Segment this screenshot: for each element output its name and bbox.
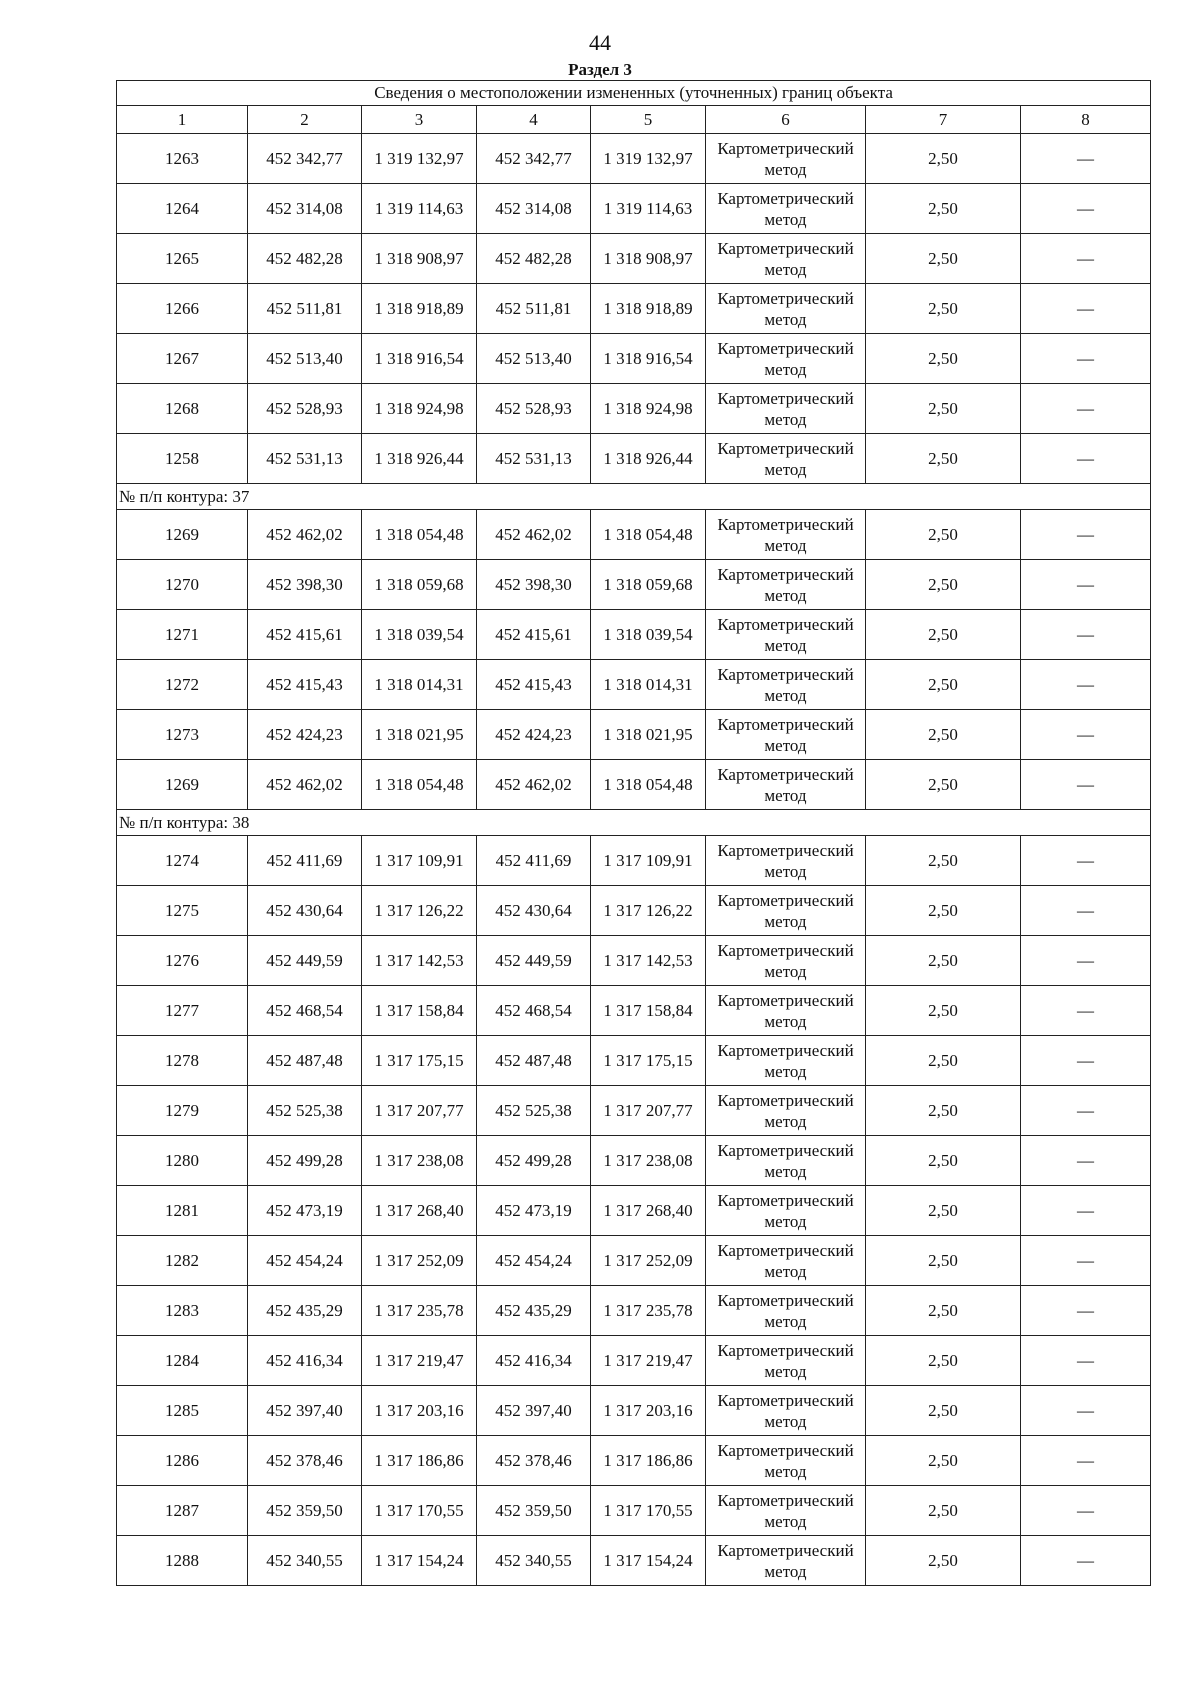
method-cell: Картометрический метод	[706, 1336, 866, 1386]
accuracy-cell: 2,50	[866, 1186, 1021, 1236]
y-new-cell: 1 318 021,95	[591, 710, 706, 760]
x-new-cell: 452 342,77	[477, 134, 591, 184]
point-number-cell: 1272	[117, 660, 248, 710]
y-new-cell: 1 317 238,08	[591, 1136, 706, 1186]
x-existing-cell: 452 378,46	[248, 1436, 362, 1486]
y-existing-cell: 1 317 109,91	[362, 836, 477, 886]
method-cell: Картометрический метод	[706, 384, 866, 434]
description-cell: —	[1021, 510, 1151, 560]
x-new-cell: 452 482,28	[477, 234, 591, 284]
column-number-header: 7	[866, 106, 1021, 134]
table-row	[117, 1186, 1151, 1236]
contour-label: № п/п контура: 37	[117, 484, 1151, 510]
column-number-header: 3	[362, 106, 477, 134]
x-new-cell: 452 499,28	[477, 1136, 591, 1186]
contour-label-row	[117, 810, 1151, 836]
description-cell: —	[1021, 1286, 1151, 1336]
accuracy-cell: 2,50	[866, 1236, 1021, 1286]
x-existing-cell: 452 525,38	[248, 1086, 362, 1136]
y-existing-cell: 1 317 207,77	[362, 1086, 477, 1136]
y-new-cell: 1 319 114,63	[591, 184, 706, 234]
description-cell: —	[1021, 1336, 1151, 1386]
table-row	[117, 560, 1151, 610]
point-number-cell: 1266	[117, 284, 248, 334]
y-new-cell: 1 317 154,24	[591, 1536, 706, 1586]
y-new-cell: 1 318 014,31	[591, 660, 706, 710]
y-new-cell: 1 317 207,77	[591, 1086, 706, 1136]
contour-label: № п/п контура: 38	[117, 810, 1151, 836]
y-existing-cell: 1 318 924,98	[362, 384, 477, 434]
y-existing-cell: 1 317 238,08	[362, 1136, 477, 1186]
point-number-cell: 1285	[117, 1386, 248, 1436]
y-existing-cell: 1 317 186,86	[362, 1436, 477, 1486]
description-cell: —	[1021, 936, 1151, 986]
description-cell: —	[1021, 560, 1151, 610]
point-number-cell: 1279	[117, 1086, 248, 1136]
y-existing-cell: 1 318 021,95	[362, 710, 477, 760]
table-row	[117, 660, 1151, 710]
x-existing-cell: 452 449,59	[248, 936, 362, 986]
accuracy-cell: 2,50	[866, 284, 1021, 334]
table-row	[117, 836, 1151, 886]
y-existing-cell: 1 317 252,09	[362, 1236, 477, 1286]
description-cell: —	[1021, 1136, 1151, 1186]
x-existing-cell: 452 462,02	[248, 760, 362, 810]
x-existing-cell: 452 314,08	[248, 184, 362, 234]
method-cell: Картометрический метод	[706, 1486, 866, 1536]
method-cell: Картометрический метод	[706, 560, 866, 610]
y-existing-cell: 1 317 142,53	[362, 936, 477, 986]
y-new-cell: 1 317 186,86	[591, 1436, 706, 1486]
method-cell: Картометрический метод	[706, 1536, 866, 1586]
y-new-cell: 1 317 268,40	[591, 1186, 706, 1236]
table-row	[117, 384, 1151, 434]
point-number-cell: 1281	[117, 1186, 248, 1236]
table-row	[117, 234, 1151, 284]
x-existing-cell: 452 411,69	[248, 836, 362, 886]
y-new-cell: 1 317 158,84	[591, 986, 706, 1036]
point-number-cell: 1287	[117, 1486, 248, 1536]
description-cell: —	[1021, 886, 1151, 936]
table-row	[117, 886, 1151, 936]
y-new-cell: 1 318 054,48	[591, 760, 706, 810]
y-new-cell: 1 317 235,78	[591, 1286, 706, 1336]
accuracy-cell: 2,50	[866, 334, 1021, 384]
table-row	[117, 610, 1151, 660]
y-new-cell: 1 317 142,53	[591, 936, 706, 986]
y-new-cell: 1 317 126,22	[591, 886, 706, 936]
accuracy-cell: 2,50	[866, 1486, 1021, 1536]
table-caption: Сведения о местоположении измененных (уточненных) границ объекта	[117, 81, 1151, 106]
method-cell: Картометрический метод	[706, 434, 866, 484]
method-cell: Картометрический метод	[706, 836, 866, 886]
x-existing-cell: 452 397,40	[248, 1386, 362, 1436]
accuracy-cell: 2,50	[866, 434, 1021, 484]
y-new-cell: 1 319 132,97	[591, 134, 706, 184]
point-number-cell: 1288	[117, 1536, 248, 1586]
method-cell: Картометрический метод	[706, 234, 866, 284]
x-new-cell: 452 435,29	[477, 1286, 591, 1336]
point-number-cell: 1283	[117, 1286, 248, 1336]
point-number-cell: 1284	[117, 1336, 248, 1386]
description-cell: —	[1021, 184, 1151, 234]
x-existing-cell: 452 454,24	[248, 1236, 362, 1286]
table-row	[117, 1386, 1151, 1436]
accuracy-cell: 2,50	[866, 836, 1021, 886]
x-new-cell: 452 531,13	[477, 434, 591, 484]
method-cell: Картометрический метод	[706, 1136, 866, 1186]
table-row	[117, 1086, 1151, 1136]
point-number-cell: 1275	[117, 886, 248, 936]
y-new-cell: 1 317 109,91	[591, 836, 706, 886]
point-number-cell: 1269	[117, 510, 248, 560]
description-cell: —	[1021, 234, 1151, 284]
accuracy-cell: 2,50	[866, 184, 1021, 234]
column-number-header: 1	[117, 106, 248, 134]
x-new-cell: 452 411,69	[477, 836, 591, 886]
table-row	[117, 710, 1151, 760]
description-cell: —	[1021, 986, 1151, 1036]
contour-label-row	[117, 484, 1151, 510]
point-number-cell: 1274	[117, 836, 248, 886]
accuracy-cell: 2,50	[866, 1336, 1021, 1386]
accuracy-cell: 2,50	[866, 134, 1021, 184]
y-existing-cell: 1 317 126,22	[362, 886, 477, 936]
accuracy-cell: 2,50	[866, 1286, 1021, 1336]
accuracy-cell: 2,50	[866, 760, 1021, 810]
accuracy-cell: 2,50	[866, 1536, 1021, 1586]
table-body	[117, 134, 1151, 1586]
y-existing-cell: 1 318 054,48	[362, 760, 477, 810]
x-existing-cell: 452 424,23	[248, 710, 362, 760]
y-new-cell: 1 318 054,48	[591, 510, 706, 560]
x-new-cell: 452 314,08	[477, 184, 591, 234]
description-cell: —	[1021, 1036, 1151, 1086]
point-number-cell: 1273	[117, 710, 248, 760]
method-cell: Картометрический метод	[706, 134, 866, 184]
x-new-cell: 452 454,24	[477, 1236, 591, 1286]
y-existing-cell: 1 318 014,31	[362, 660, 477, 710]
accuracy-cell: 2,50	[866, 234, 1021, 284]
method-cell: Картометрический метод	[706, 760, 866, 810]
x-existing-cell: 452 430,64	[248, 886, 362, 936]
x-existing-cell: 452 435,29	[248, 1286, 362, 1336]
point-number-cell: 1270	[117, 560, 248, 610]
table-row	[117, 1286, 1151, 1336]
y-new-cell: 1 317 219,47	[591, 1336, 706, 1386]
x-existing-cell: 452 511,81	[248, 284, 362, 334]
y-existing-cell: 1 317 235,78	[362, 1286, 477, 1336]
x-existing-cell: 452 359,50	[248, 1486, 362, 1536]
x-new-cell: 452 462,02	[477, 510, 591, 560]
y-new-cell: 1 318 039,54	[591, 610, 706, 660]
x-existing-cell: 452 342,77	[248, 134, 362, 184]
description-cell: —	[1021, 710, 1151, 760]
description-cell: —	[1021, 284, 1151, 334]
table-row	[117, 434, 1151, 484]
x-new-cell: 452 398,30	[477, 560, 591, 610]
accuracy-cell: 2,50	[866, 384, 1021, 434]
accuracy-cell: 2,50	[866, 936, 1021, 986]
x-new-cell: 452 528,93	[477, 384, 591, 434]
method-cell: Картометрический метод	[706, 710, 866, 760]
x-new-cell: 452 359,50	[477, 1486, 591, 1536]
x-existing-cell: 452 398,30	[248, 560, 362, 610]
description-cell: —	[1021, 760, 1151, 810]
table-row	[117, 1336, 1151, 1386]
y-existing-cell: 1 318 916,54	[362, 334, 477, 384]
point-number-cell: 1278	[117, 1036, 248, 1086]
column-number-header: 4	[477, 106, 591, 134]
y-new-cell: 1 318 926,44	[591, 434, 706, 484]
table-row	[117, 334, 1151, 384]
y-new-cell: 1 317 175,15	[591, 1036, 706, 1086]
x-new-cell: 452 415,43	[477, 660, 591, 710]
table-row	[117, 284, 1151, 334]
table-row	[117, 936, 1151, 986]
method-cell: Картометрический метод	[706, 184, 866, 234]
y-new-cell: 1 317 203,16	[591, 1386, 706, 1436]
method-cell: Картометрический метод	[706, 1286, 866, 1336]
x-new-cell: 452 430,64	[477, 886, 591, 936]
page-number: 44	[589, 30, 611, 55]
point-number-cell: 1286	[117, 1436, 248, 1486]
table-row	[117, 986, 1151, 1036]
point-number-cell: 1271	[117, 610, 248, 660]
x-new-cell: 452 378,46	[477, 1436, 591, 1486]
x-new-cell: 452 525,38	[477, 1086, 591, 1136]
column-number-header: 5	[591, 106, 706, 134]
x-existing-cell: 452 482,28	[248, 234, 362, 284]
x-existing-cell: 452 513,40	[248, 334, 362, 384]
x-new-cell: 452 462,02	[477, 760, 591, 810]
y-existing-cell: 1 318 059,68	[362, 560, 477, 610]
description-cell: —	[1021, 1536, 1151, 1586]
x-existing-cell: 452 468,54	[248, 986, 362, 1036]
description-cell: —	[1021, 334, 1151, 384]
method-cell: Картометрический метод	[706, 1086, 866, 1136]
description-cell: —	[1021, 1186, 1151, 1236]
x-existing-cell: 452 415,43	[248, 660, 362, 710]
method-cell: Картометрический метод	[706, 1186, 866, 1236]
y-existing-cell: 1 318 918,89	[362, 284, 477, 334]
method-cell: Картометрический метод	[706, 334, 866, 384]
y-existing-cell: 1 318 908,97	[362, 234, 477, 284]
y-new-cell: 1 318 908,97	[591, 234, 706, 284]
accuracy-cell: 2,50	[866, 1436, 1021, 1486]
method-cell: Картометрический метод	[706, 1436, 866, 1486]
y-new-cell: 1 318 924,98	[591, 384, 706, 434]
x-existing-cell: 452 473,19	[248, 1186, 362, 1236]
accuracy-cell: 2,50	[866, 510, 1021, 560]
method-cell: Картометрический метод	[706, 284, 866, 334]
y-existing-cell: 1 319 132,97	[362, 134, 477, 184]
accuracy-cell: 2,50	[866, 886, 1021, 936]
table-row	[117, 1036, 1151, 1086]
x-new-cell: 452 513,40	[477, 334, 591, 384]
accuracy-cell: 2,50	[866, 1086, 1021, 1136]
y-new-cell: 1 317 252,09	[591, 1236, 706, 1286]
x-existing-cell: 452 415,61	[248, 610, 362, 660]
accuracy-cell: 2,50	[866, 610, 1021, 660]
x-new-cell: 452 340,55	[477, 1536, 591, 1586]
x-new-cell: 452 449,59	[477, 936, 591, 986]
table-row	[117, 1486, 1151, 1536]
table-row	[117, 1236, 1151, 1286]
y-existing-cell: 1 318 039,54	[362, 610, 477, 660]
y-existing-cell: 1 317 268,40	[362, 1186, 477, 1236]
accuracy-cell: 2,50	[866, 560, 1021, 610]
x-new-cell: 452 473,19	[477, 1186, 591, 1236]
x-existing-cell: 452 528,93	[248, 384, 362, 434]
y-new-cell: 1 318 918,89	[591, 284, 706, 334]
column-number-header: 2	[248, 106, 362, 134]
x-new-cell: 452 487,48	[477, 1036, 591, 1086]
point-number-cell: 1263	[117, 134, 248, 184]
table-caption-row	[117, 81, 1151, 106]
point-number-cell: 1264	[117, 184, 248, 234]
table-row	[117, 134, 1151, 184]
point-number-cell: 1267	[117, 334, 248, 384]
accuracy-cell: 2,50	[866, 986, 1021, 1036]
column-numbers-row	[117, 106, 1151, 134]
table-row	[117, 184, 1151, 234]
y-new-cell: 1 318 916,54	[591, 334, 706, 384]
table-row	[117, 1436, 1151, 1486]
y-existing-cell: 1 318 054,48	[362, 510, 477, 560]
y-existing-cell: 1 317 175,15	[362, 1036, 477, 1086]
point-number-cell: 1268	[117, 384, 248, 434]
method-cell: Картометрический метод	[706, 1036, 866, 1086]
method-cell: Картометрический метод	[706, 936, 866, 986]
point-number-cell: 1258	[117, 434, 248, 484]
description-cell: —	[1021, 434, 1151, 484]
x-existing-cell: 452 531,13	[248, 434, 362, 484]
x-new-cell: 452 415,61	[477, 610, 591, 660]
x-existing-cell: 452 416,34	[248, 1336, 362, 1386]
x-new-cell: 452 397,40	[477, 1386, 591, 1436]
point-number-cell: 1276	[117, 936, 248, 986]
description-cell: —	[1021, 384, 1151, 434]
y-existing-cell: 1 317 158,84	[362, 986, 477, 1036]
method-cell: Картометрический метод	[706, 1386, 866, 1436]
method-cell: Картометрический метод	[706, 886, 866, 936]
description-cell: —	[1021, 1086, 1151, 1136]
x-new-cell: 452 468,54	[477, 986, 591, 1036]
description-cell: —	[1021, 1486, 1151, 1536]
description-cell: —	[1021, 610, 1151, 660]
y-existing-cell: 1 317 154,24	[362, 1536, 477, 1586]
section-title: Раздел 3	[568, 60, 632, 79]
description-cell: —	[1021, 134, 1151, 184]
description-cell: —	[1021, 836, 1151, 886]
method-cell: Картометрический метод	[706, 660, 866, 710]
table-row	[117, 760, 1151, 810]
method-cell: Картометрический метод	[706, 1236, 866, 1286]
point-number-cell: 1280	[117, 1136, 248, 1186]
y-existing-cell: 1 317 170,55	[362, 1486, 477, 1536]
x-new-cell: 452 511,81	[477, 284, 591, 334]
point-number-cell: 1269	[117, 760, 248, 810]
y-existing-cell: 1 319 114,63	[362, 184, 477, 234]
x-new-cell: 452 416,34	[477, 1336, 591, 1386]
y-new-cell: 1 317 170,55	[591, 1486, 706, 1536]
table-row	[117, 510, 1151, 560]
point-number-cell: 1265	[117, 234, 248, 284]
point-number-cell: 1282	[117, 1236, 248, 1286]
method-cell: Картометрический метод	[706, 510, 866, 560]
accuracy-cell: 2,50	[866, 710, 1021, 760]
method-cell: Картометрический метод	[706, 986, 866, 1036]
x-existing-cell: 452 487,48	[248, 1036, 362, 1086]
description-cell: —	[1021, 660, 1151, 710]
method-cell: Картометрический метод	[706, 610, 866, 660]
boundary-coordinates-table	[116, 80, 1151, 1586]
point-number-cell: 1277	[117, 986, 248, 1036]
description-cell: —	[1021, 1386, 1151, 1436]
x-existing-cell: 452 499,28	[248, 1136, 362, 1186]
accuracy-cell: 2,50	[866, 1036, 1021, 1086]
y-new-cell: 1 318 059,68	[591, 560, 706, 610]
x-existing-cell: 452 462,02	[248, 510, 362, 560]
description-cell: —	[1021, 1236, 1151, 1286]
y-existing-cell: 1 317 219,47	[362, 1336, 477, 1386]
accuracy-cell: 2,50	[866, 1386, 1021, 1436]
table-row	[117, 1536, 1151, 1586]
table-row	[117, 1136, 1151, 1186]
column-number-header: 6	[706, 106, 866, 134]
column-number-header: 8	[1021, 106, 1151, 134]
accuracy-cell: 2,50	[866, 1136, 1021, 1186]
x-new-cell: 452 424,23	[477, 710, 591, 760]
description-cell: —	[1021, 1436, 1151, 1486]
accuracy-cell: 2,50	[866, 660, 1021, 710]
y-existing-cell: 1 317 203,16	[362, 1386, 477, 1436]
x-existing-cell: 452 340,55	[248, 1536, 362, 1586]
y-existing-cell: 1 318 926,44	[362, 434, 477, 484]
